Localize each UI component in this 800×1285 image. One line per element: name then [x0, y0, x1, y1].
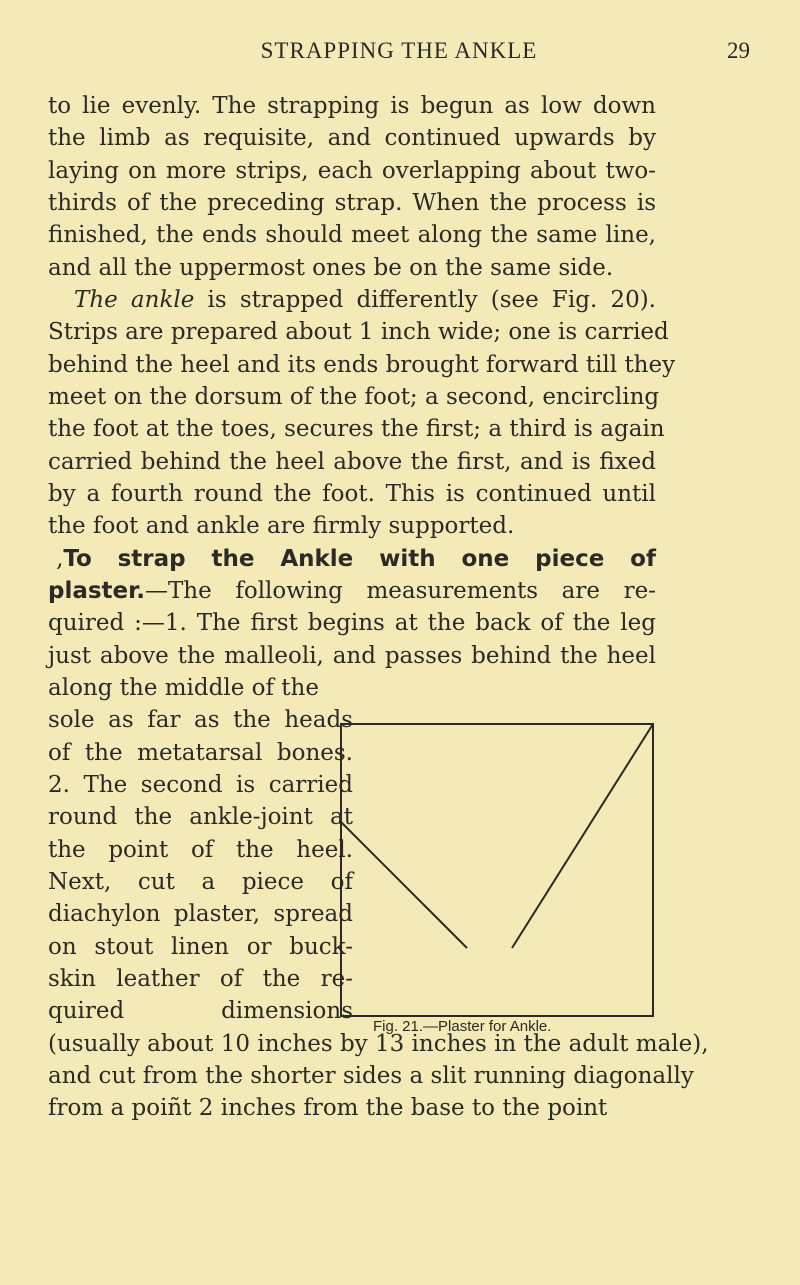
- text-line: to lie evenly. The strapping is begun as low down: [48, 93, 656, 119]
- text-line: round the ankle-joint at: [48, 804, 353, 830]
- running-head: STRAPPING THE ANKLE: [260, 38, 538, 63]
- text-line: the foot and ankle are firmly supported.: [48, 513, 515, 539]
- text-line: behind the heel and its ends brought forward till they: [48, 352, 676, 378]
- text-line: along the middle of the: [48, 675, 319, 701]
- text-line: finished, the ends should meet along the same line,: [48, 222, 656, 248]
- text-line: the point of the heel.: [48, 837, 353, 863]
- plaster-diagram: [337, 720, 655, 1045]
- text-line: (usually about 10 inches by 13 inches in the adult male),: [48, 1031, 709, 1057]
- right-slit: [512, 724, 653, 948]
- section-heading: ‚To strap the Ankle with one piece of: [56, 546, 656, 572]
- text-line: thirds of the preceding strap. When the process is: [48, 190, 656, 216]
- text-line: 2. The second is carried: [48, 772, 353, 798]
- text-line: just above the malleoli, and passes behind the heel: [48, 643, 656, 669]
- left-slit: [341, 822, 467, 948]
- text-line: plaster.—The following measurements are re-: [48, 578, 656, 604]
- text-line: of the metatarsal bones.: [48, 740, 353, 766]
- text-line: The ankle is strapped differently (see Fig. 20).: [74, 287, 656, 313]
- text-line: and cut from the shorter sides a slit running diagonally: [48, 1063, 694, 1089]
- text-line: Strips are prepared about 1 inch wide; one is carried: [48, 319, 669, 345]
- text-line: from a poiñt 2 inches from the base to the point: [48, 1095, 608, 1121]
- text-line: laying on more strips, each overlapping about two-: [48, 158, 656, 184]
- plaster-figure: [337, 720, 655, 1045]
- figure-caption: Fig. 21.—Plaster for Ankle.: [373, 1018, 552, 1035]
- text-line: quired :—1. The first begins at the back of the leg: [48, 610, 656, 636]
- text-line: and all the uppermost ones be on the same side.: [48, 255, 614, 281]
- italic-lead: The ankle: [74, 287, 195, 313]
- text-line: Next, cut a piece of: [48, 869, 353, 895]
- text-line: skin leather of the re-: [48, 966, 353, 992]
- text-line: by a fourth round the foot. This is continued until: [48, 481, 656, 507]
- text-line: on stout linen or buck-: [48, 934, 353, 960]
- text-line: sole as far as the heads: [48, 707, 353, 733]
- text-line: the limb as requisite, and continued upwards by: [48, 125, 656, 151]
- text-line: the foot at the toes, secures the first; a third is again: [48, 416, 665, 442]
- text-line: meet on the dorsum of the foot; a second, encircling: [48, 384, 660, 410]
- text-line: quired dimensions: [48, 998, 353, 1024]
- page-number: 29: [727, 38, 750, 63]
- page-header: [48, 38, 750, 68]
- text-line: carried behind the heel above the first, and is fixed: [48, 449, 656, 475]
- text-line: diachylon plaster, spread: [48, 901, 353, 927]
